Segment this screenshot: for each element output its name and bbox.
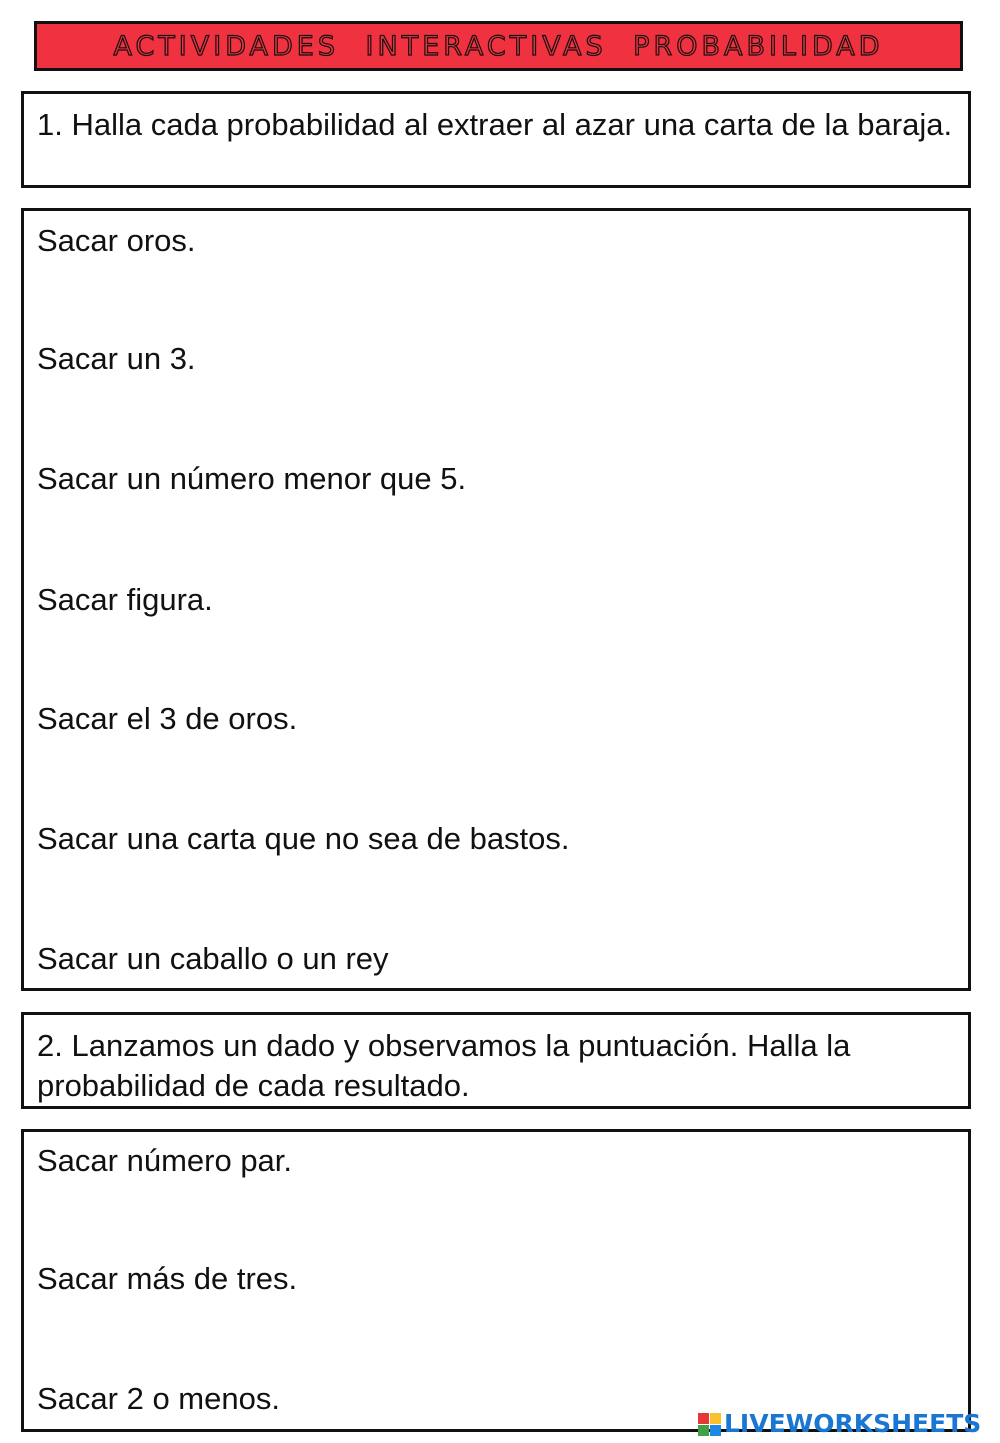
section1-item: Sacar figura. [37,582,213,617]
section1-items-box [21,208,971,991]
liveworksheets-logo [698,1411,981,1437]
section2-item: Sacar más de tres. [37,1261,298,1296]
section1-instruction-box [21,91,971,188]
section1-item: Sacar un caballo o un rey [37,941,389,976]
section2-item: Sacar número par. [37,1143,293,1178]
section2-items-box [21,1129,971,1432]
section2-instruction-box [21,1012,971,1109]
title-banner [34,21,963,71]
section1-instruction: 1. Halla cada probabilidad al extraer al azar una carta de la baraja. [37,107,953,142]
section1-item: Sacar oros. [37,223,196,258]
section1-item: Sacar el 3 de oros. [37,701,298,736]
page-title: ACTIVIDADES INTERACTIVAS PROBABILIDAD [113,30,884,62]
section2-instruction: 2. Lanzamos un dado y observamos la puntuación. Halla la probabilidad de cada resultado. [37,1028,851,1103]
section2-item: Sacar 2 o menos. [37,1381,280,1416]
section1-item: Sacar un 3. [37,341,196,376]
section1-item: Sacar un número menor que 5. [37,461,467,496]
logo-blocks-icon [698,1413,721,1436]
logo-text: LIVEWORKSHEETS [724,1409,982,1438]
section1-item: Sacar una carta que no sea de bastos. [37,821,570,856]
